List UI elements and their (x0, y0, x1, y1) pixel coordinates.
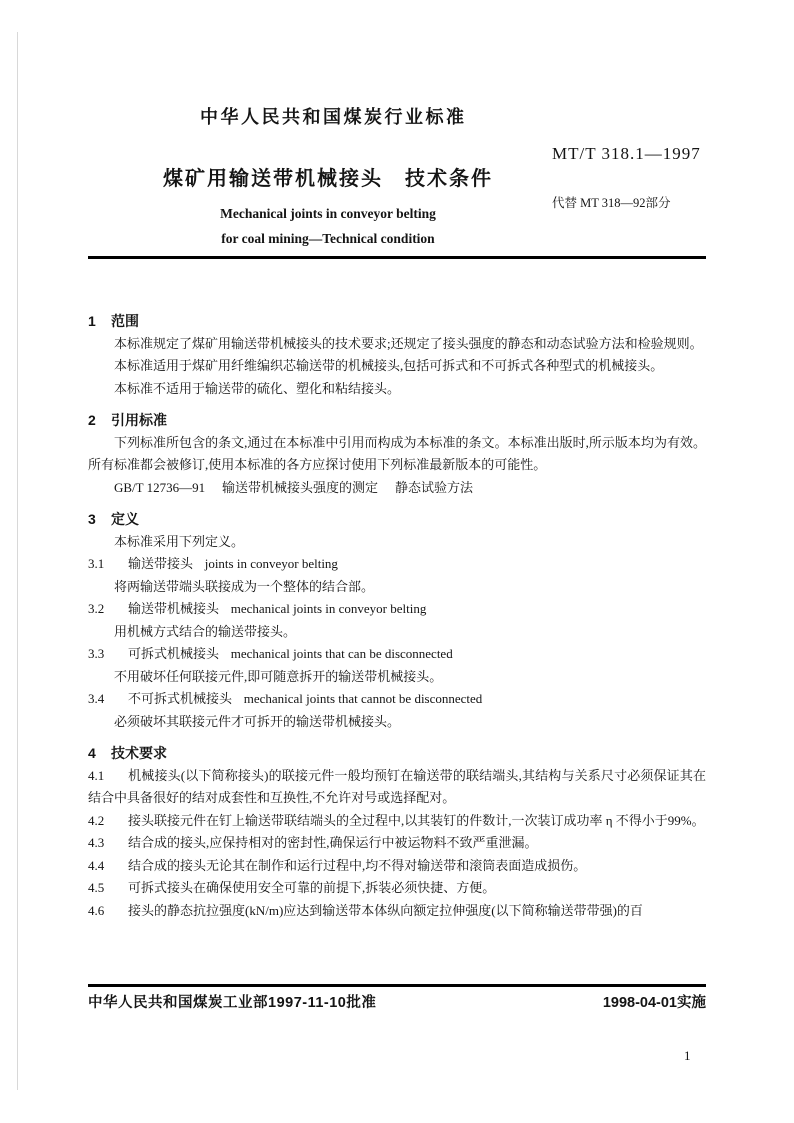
referenced-standard-number: GB/T 12736—91 (114, 479, 206, 495)
definition-text: 不用破坏任何联接元件,即可随意拆开的输送带机械接头。 (114, 668, 443, 684)
clause-number: 4.1 (88, 767, 105, 783)
clause-number: 4.5 (88, 880, 105, 895)
implementation-note: 1998-04-01实施 (602, 995, 706, 1011)
clause-number: 4.4 (88, 857, 105, 873)
term-cn: 不可拆式机械接头 (128, 691, 233, 706)
requirement-text: 接头联接元件在钉上输送带联结端头的全过程中,以其装钉的件数计,一次装订成功率 η 不得小于99%。 (128, 812, 705, 828)
definition-item (88, 598, 706, 643)
document-title-en-line2: for coal mining—Technical condition (221, 231, 435, 246)
scan-artifact (17, 32, 18, 1090)
clause-number: 4.3 (88, 835, 105, 850)
referenced-standard (88, 477, 706, 500)
definition-text: 将两输送带端头联接成为一个整体的结合部。 (114, 578, 375, 594)
section-number: 4 (88, 745, 96, 761)
definition-item (88, 688, 706, 733)
term-en: mechanical joints that can be disconnected (230, 646, 453, 661)
section-references (88, 409, 706, 499)
requirement-item (88, 765, 706, 810)
clause-number: 3.2 (88, 601, 105, 616)
term-cn: 输送带接头 (128, 556, 194, 571)
section-title: 定义 (111, 511, 139, 527)
paragraph: 本标准采用下列定义。 (114, 533, 245, 549)
definition-term-line (88, 643, 706, 666)
clause-number: 4.2 (88, 812, 105, 828)
document-title-cn (88, 162, 568, 191)
section-number: 1 (88, 313, 96, 329)
section-heading (88, 409, 706, 432)
document-title-main: 煤矿用输送带机械接头 (163, 168, 383, 190)
requirement-item (88, 832, 706, 855)
approval-note: 中华人民共和国煤炭工业部1997-11-10批准 (88, 995, 377, 1011)
definition-text: 用机械方式结合的输送带接头。 (114, 623, 297, 639)
definition-item (88, 643, 706, 688)
requirement-text: 接头的静态抗拉强度(kN/m)应达到输送带本体纵向额定拉伸强度(以下简称输送带带强)的百 (128, 902, 643, 918)
clause-number: 3.3 (88, 646, 105, 661)
requirement-item (88, 900, 706, 923)
section-title: 范围 (111, 313, 139, 329)
document-body (88, 310, 706, 922)
section-requirements (88, 742, 706, 922)
paragraph: 本标准适用于煤矿用纤维编织芯输送带的机械接头,包括可拆式和不可拆式各种型式的机械接头。 (114, 358, 664, 373)
standard-category-title: 中华人民共和国煤炭行业标准 (200, 107, 467, 127)
referenced-standard-title: 输送带机械接头强度的测定 (222, 479, 379, 495)
clause-number: 4.6 (88, 902, 105, 918)
requirement-text: 结合成的接头,应保持相对的密封性,确保运行中被运物料不致严重泄漏。 (128, 835, 538, 850)
page-number: 1 (684, 1048, 691, 1063)
requirement-item (88, 855, 706, 878)
superseded-standard-note: 代替 MT 318—92部分 (552, 196, 671, 210)
section-title: 技术要求 (111, 745, 167, 761)
footer-divider (88, 984, 706, 987)
requirement-text: 结合成的接头无论其在制作和运行过程中,均不得对输送带和滚筒表面造成损伤。 (128, 857, 587, 873)
definition-term-line (88, 688, 706, 711)
clause-number: 3.4 (88, 691, 105, 706)
requirement-text: 机械接头(以下简称接头)的联接元件一般均预钉在输送带的联结端头,其结构与关系尺寸必须保证其在结合中具备很好的结对成套性和互换性,不允许对号或选择配对。 (88, 767, 706, 805)
document-title-sub: 技术条件 (405, 168, 493, 190)
section-heading (88, 310, 706, 333)
term-en: joints in conveyor belting (204, 556, 338, 571)
document-title-en-line1: Mechanical joints in conveyor belting (220, 206, 436, 221)
definition-item (88, 553, 706, 598)
referenced-standard-subtitle: 静态试验方法 (394, 479, 473, 495)
requirement-item (88, 877, 706, 900)
section-heading (88, 508, 706, 531)
section-scope (88, 310, 706, 400)
requirement-text: 可拆式接头在确保使用安全可靠的前提下,拆装必须快捷、方便。 (128, 880, 496, 895)
term-cn: 输送带机械接头 (128, 601, 220, 616)
clause-number: 3.1 (88, 556, 105, 571)
section-definitions (88, 508, 706, 733)
requirement-item (88, 810, 706, 833)
paragraph: 下列标准所包含的条文,通过在本标准中引用而构成为本标准的条文。本标准出版时,所示版本均为有效。所有标准都会被修订,使用本标准的各方应探讨使用下列标准最新版本的可能性。 (88, 434, 706, 472)
paragraph: 本标准规定了煤矿用输送带机械接头的技术要求;还规定了接头强度的静态和动态试验方法和检验规则。 (114, 335, 703, 351)
header-divider (88, 256, 706, 259)
definition-term-line (88, 598, 706, 621)
definition-text: 必须破坏其联接元件才可拆开的输送带机械接头。 (114, 713, 401, 729)
section-title: 引用标准 (111, 412, 167, 428)
section-heading (88, 742, 706, 765)
section-number: 2 (88, 412, 96, 428)
term-en: mechanical joints in conveyor belting (230, 601, 427, 616)
term-en: mechanical joints that cannot be disconnected (243, 691, 483, 706)
section-number: 3 (88, 511, 96, 527)
term-cn: 可拆式机械接头 (128, 646, 220, 661)
paragraph: 本标准不适用于输送带的硫化、塑化和粘结接头。 (114, 380, 401, 396)
definition-term-line (88, 553, 706, 576)
standard-number: MT/T 318.1—1997 (552, 144, 701, 163)
